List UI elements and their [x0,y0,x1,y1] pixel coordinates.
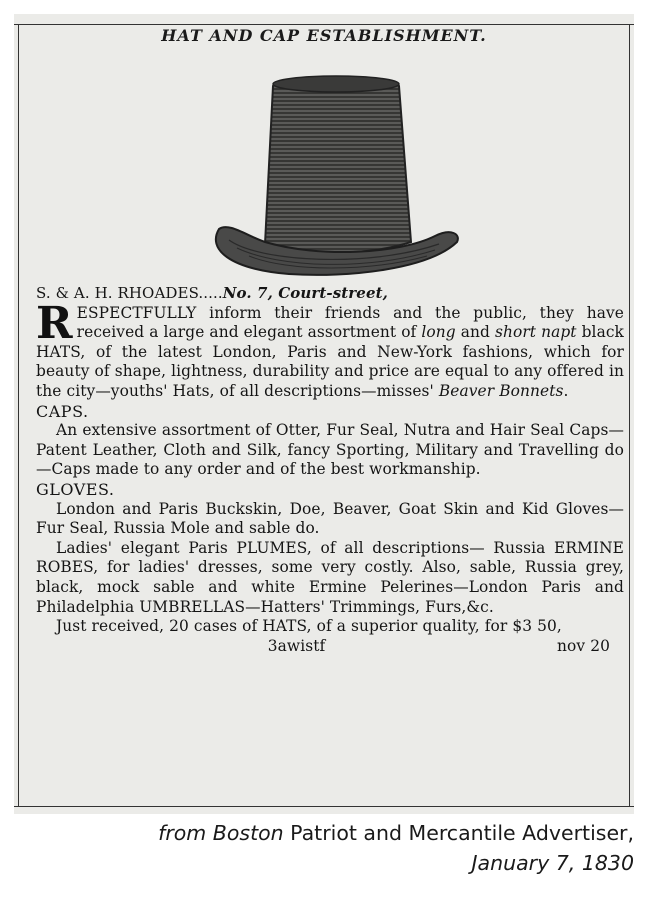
caption-line-1 [158,818,634,848]
dateline [36,284,624,304]
left-rule [18,24,19,806]
gloves-paragraph: London and Paris Buckskin, Doe, Beaver, Goat Skin and Kid Gloves—Fur Seal, Russia Mole and sable do. [36,499,624,538]
headline: HAT AND CAP ESTABLISHMENT. [161,26,487,45]
intro-beaver-bonnets: Beaver Bonnets [438,381,564,400]
bottom-rule [14,806,634,807]
top-hat-illustration [199,64,464,279]
intro-start: ESPECTFULLY inform their friends and the public, they have received a large and elegant assortment of [76,303,624,342]
intro-short-napt: short napt [494,323,577,342]
caption-date: January 7, 1830 [471,851,634,875]
intro-rest: black HATS, of the latest London, Paris and New-York fashions, which for beauty of shape, lightness, durability and price are equal to any offered in the city—youths' Hats, of all descriptions—misses' [36,323,624,400]
newspaper-clipping [14,14,634,814]
source-caption [158,818,634,878]
intro-end: . [563,381,569,400]
intro-and: and [455,323,495,342]
received-paragraph: Just received, 20 cases of HATS, of a superior quality, for $3 50, [56,617,562,636]
intro-paragraph [36,297,624,402]
caption-paper: Patriot and Mercantile Advertiser, [283,821,634,845]
gloves-heading: GLOVES. [36,479,115,499]
firm-name: S. & A. H. RHOADES [36,284,199,302]
top-rule [14,24,634,25]
advertisement-body [36,284,624,656]
plumes-paragraph: Ladies' elegant Paris PLUMES, of all descriptions— Russia ERMINE ROBES, for ladies' dresses, some very costly. Also, sable, Russia grey, black, mock sable and white Ermine Pelerines—London Paris and Philadelphia UMBRELLAS—Hatters' Trimmings, Furs,&c. [36,538,624,616]
caption-from: from Boston [158,821,284,845]
intro-long: long [421,323,456,342]
dateline-separator: ..... [198,284,223,302]
drop-cap: R [36,297,73,349]
right-rule [629,24,630,806]
caps-heading: CAPS. [36,401,89,421]
caps-paragraph: An extensive assortment of Otter, Fur Seal, Nutra and Hair Seal Caps—Patent Leather, Cloth and Silk, fancy Sporting, Military and Travelling do—Caps made to any order and of the best workmanship. [36,421,624,479]
footer-codes [36,637,624,657]
date-code: nov 20 [557,636,610,655]
insertion-code: 3awistf [267,636,326,655]
caption-line-2 [158,848,634,878]
address: No. 7, Court-street, [222,284,388,302]
